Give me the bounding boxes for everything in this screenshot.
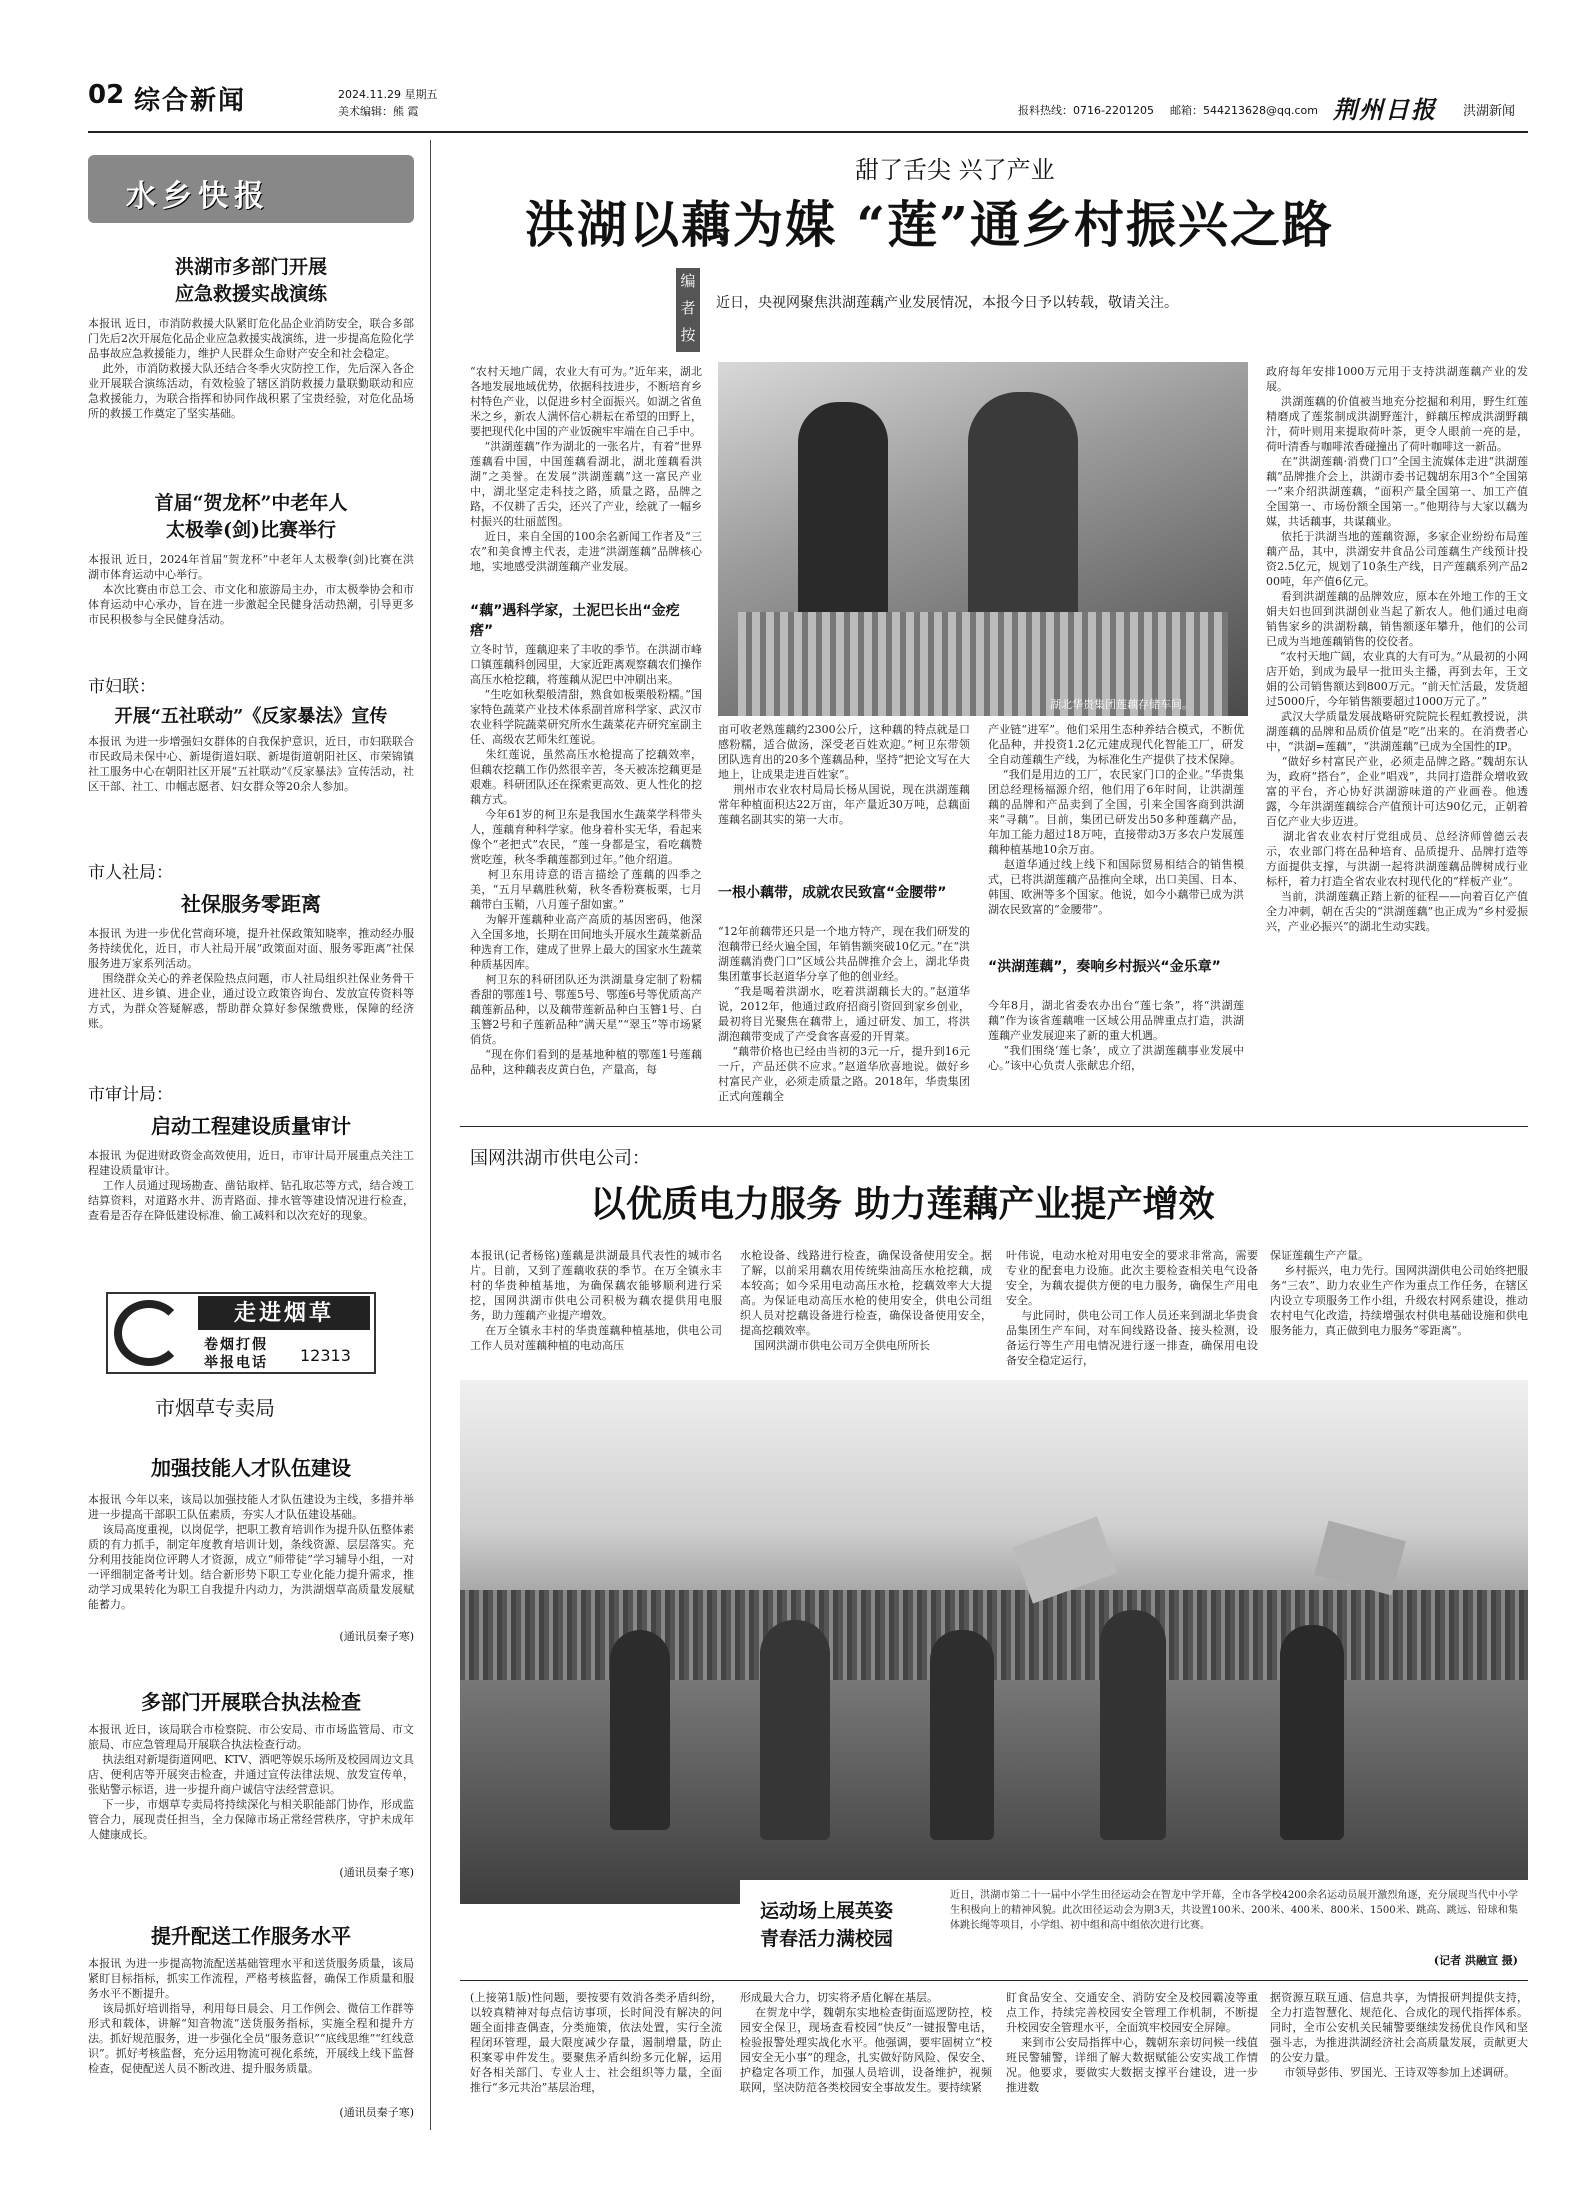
masthead [88, 60, 1528, 130]
news-title: 加强技能人才队伍建设 [151, 1456, 351, 1480]
banner-title: 水乡快报 [126, 179, 270, 214]
dept-label: 市审计局： [88, 1085, 173, 1105]
dept-label: 市妇联： [88, 677, 156, 697]
news-body: 本报讯 为进一步提高物流配送基础管理水平和送货服务质量，该局紧盯目标指标，抓实工作流程，严格考核监督，确保工作质量和服务水平不断提升。 该局抓好培训指导，利用每日晨会、月工作例会、微信工作群等形式和载体，讲解“知音物流”送货服务指标，实施全程和提升方法。抓好规范服务，进一步强化全员“服务意识”“底线思维”“红线意识”。抓好考核监督，充分运用物流可视化系统，开展线上线下监督检查，促使配送人员不断改进、提升服务质量。 [88, 1957, 414, 2075]
sports-text: 近日，洪湖市第二十一届中小学生田径运动会在智龙中学开幕，全市各学校4200余名运动员展开激烈角逐，充分展现当代中小学生积极向上的精神风貌。此次田径运动会为期3天，共设置100米、200米、400米、800米、1500米、跳高、跳远、铅球和集体跳长绳等项目，小学组、初中组和高中组依次进行比赛。 [950, 1890, 1518, 1931]
news-title: 社保服务零距离 [181, 892, 321, 916]
news-body: 本报讯 近日，市消防救援大队紧盯危化品企业消防安全，联合多部门先后2次开展危化品企业应急救援实战演练，进一步提高危险化学品事故应急救援能力，维护人民群众生命财产安全和社会稳定。 此外，市消防救援大队还结合冬季火灾防控工作，先后深入各企业开展联合演练活动，有效检验了辖区消防救援力量联勤联动和应急救援能力，为联合指挥和协同作战积累了宝贵经验，对危化品场所的救援工作奠定了坚实基础。 [88, 317, 414, 420]
credit: (通讯员秦子寒) [339, 2106, 414, 2119]
photo-caption: 湖北华贵集团莲藕存储车间。 [1050, 698, 1193, 711]
news-title: 开展“五社联动”《反家暴法》宣传 [114, 706, 388, 727]
news-body: 本报讯 近日，2024年首届“贺龙杯”中老年人太极拳(剑)比赛在洪湖市体育运动中心举行。 本次比赛由市总工会、市文化和旅游局主办，市太极拳协会和市体育运动中心承办，旨在进一步激起全民健身活动热潮，引导更多市民积极参与全民健身活动。 [88, 553, 414, 626]
article-column: 亩可收老熟莲藕约2300公斤，这种藕的特点就是口感粉糯，适合做汤，深受老百姓欢迎。”柯卫东带领团队选育出的20多个莲藕品种，坚持“把论文写在大地上，让成果走进百姓家”。 荆州市农业农村局局长杨从国说，现在洪湖莲藕常年种植面积达22万亩，年产量近30万吨，总藕面莲藕名副其实的第一大市。 [718, 723, 970, 826]
page-number: 02 [88, 80, 125, 110]
sidebar-divider [430, 140, 431, 2130]
section-name: 综合新闻 [134, 86, 247, 116]
article-column: 盯食品安全、交通安全、消防安全及校园霸凌等重点工作，持续完善校园安全管理工作机制，不断提升校园安全管理水平，全面筑牢校园安全屏障。 来到市公安局指挥中心，魏朝东亲切问候一线值班民警辅警，详细了解大数据赋能公安实战工作情况。他要求，要做实大数据支撑平台建设，进一步推进数 [1006, 1991, 1258, 2094]
performer [1280, 1625, 1344, 1840]
performer [1100, 1610, 1166, 1840]
section-subhead: “洪湖莲藕”，奏响乡村振兴“金乐章” [988, 959, 1221, 975]
sidebar-banner [88, 155, 414, 223]
article-column: 水枪设备、线路进行检查，确保设备使用安全。据了解，以前采用藕农用传统柴油高压水枪挖藕，成本较高；如今采用电动高压水枪，挖藕效率大大提高。为保证电动高压水枪的使用安全，供电公司组织人员对挖藕设备进行检查，确保设备使用安全，提高挖藕效率。 国网洪湖市供电公司万全供电所所长 [740, 1249, 992, 1352]
article-column: 据资源互联互通、信息共享，为情报研判提供支持，全力打造智慧化、规范化、合成化的现代指挥体系。同时，全市公安机关民辅警要继续发扬优良作风和坚强斗志，为推进洪湖经济社会高质量发展，贡献更大的公安力量。 市领导彭伟、罗国光、王诗双等参加上述调研。 [1270, 1991, 1528, 2079]
news-body: 本报讯 今年以来，该局以加强技能人才队伍建设为主线，多措并举进一步提高干部职工队伍素质，夯实人才队伍建设基础。 该局高度重视，以岗促学，把职工教育培训作为提升队伍整体素质的有力抓手，制定年度教育培训计划，条线资源、层层落实。充分利用技能岗位评聘人才资源，成立“师带徒”学习辅导小组，一对一评细制定备考计划。结合新形势下职工专业化能力提升需求，推动学习成果转化为职工自我提升内动力，为洪湖烟草高质量发展赋能蓄力。 [88, 1493, 414, 1611]
article-column: 形成最大合力，切实将矛盾化解在基层。 在贺龙中学，魏朝东实地检查街面巡逻防控，校园安全保卫，现场查看校园“快反”一键报警电话，检验报警处理实战化水平。他强调，要牢固树立“校园安全无小事”的理念，扎实做好防风险、保安全、护稳定各项工作，加强人员培训，设备维护，视频联网，坚决防范各类校园安全事故发生。要持续紧 [740, 1991, 992, 2094]
hotline: 报料热线：0716-2201205 [1018, 104, 1154, 117]
news-body: 本报讯 为促进财政资金高效使用，近日，市审计局开展重点关注工程建设质量审计。 工作人员通过现场勘查、凿钻取样、钻孔取芯等方式，结合竣工结算资料，对道路水井、沥青路面、排水管等建设情况进行检查，查看是否存在降低建设标准、偷工减料和以次充好的现象。 [88, 1149, 414, 1222]
news-title [88, 254, 414, 308]
tobacco-logo-icon [114, 1300, 184, 1366]
news-body: 本报讯 近日，该局联合市检察院、市公安局、市市场监管局、市文旅局、市应急管理局开展联合执法检查行动。 执法组对新堤街道网吧、KTV、酒吧等娱乐场所及校园周边文具店、便利店等开展突击检查，并通过宣传法律法规、放发宣传单，张贴警示标语，进一步提升商户诚信守法经营意识。 下一步，市烟草专卖局将持续深化与相关职能部门协作，形成监管合力，展现责任担当，全力保障市场正常经营秩序，守护未成年人健康成长。 [88, 1723, 414, 1841]
sports-meet-photo [460, 1380, 1528, 1904]
sports-title-1: 运动场上展英姿 [760, 1900, 894, 1922]
article-column: 立冬时节，莲藕迎来了丰收的季节。在洪湖市峰口镇莲藕科创园里，大家近距离观察藕农们操作高压水枪挖藕，将莲藕从泥巴中冲刷出来。 “生吃如秋梨般清甜，熟食如板栗般粉糯。”国家特色蔬菜产业技术体系副首席科学家、武汉市农业科学院蔬菜研究所水生蔬菜花卉研究室副主任、高级农艺师朱红莲说。 朱红莲说，虽然高压水枪提高了挖藕效率，但藕农挖藕工作仍然很辛苦，冬天被冻挖藕更是艰难。科研团队还在探索更高效、更人性化的挖藕方式。 今年61岁的柯卫东是我国水生蔬菜学科带头人，莲藕育种科学家。他身着朴实无华，看起来像个“老把式”农民，“莲一身都是宝，看吃藕赞赏吃莲，秋冬季藕莲都到过年。”他介绍道。 柯卫东用诗意的语言描绘了莲藕的四季之美，“五月早藕胜秋菊，秋冬香粉赛板栗，七月藕带白玉鞘，八月莲子甜如蜜。” 为解开莲藕种业高产高质的基因密码，他深入全国多地，长期在田间地头开展水生蔬菜新品种选育工作，建成了世界上最大的国家水生蔬菜种质基因库。 柯卫东的科研团队还为洪湖量身定制了粉糯香甜的鄂莲1号、鄂莲5号、鄂莲6号等优质高产藕莲新品种，以及藕带莲新品种白玉簪1号、白玉簪2号和子莲新品种“满天星”“翠玉”等市场紧俏货。 “现在你们看到的是基地种植的鄂莲1号莲藕品种，这种藕表皮黄白色，产量高，每 [470, 643, 702, 1076]
performer [760, 1620, 830, 1840]
tag-char: 者 [680, 299, 696, 317]
article-column: 政府每年安排1000万元用于支持洪湖莲藕产业的发展。 洪湖莲藕的价值被当地充分挖掘和利用，野生红莲精磨成了莲浆制成洪湖野莲汁，鲜藕压榨成洪湖野藕汁，荷叶则用来提取荷叶茶，更令人眼前一亮的是，荷叶清香与咖啡浓香碰撞出了荷叶咖啡这一新品。 在“洪湖莲藕·消费门口”全国主流媒体走进“洪湖莲藕”品牌推介会上，洪湖市委书记魏胡东用3个“全国第一”来介绍洪湖莲藕，“面积产量全国第一、加工产值全国第一、市场份额全国第一。”他期待与大家以藕为媒，共话藕事，共谋藕业。 依托于洪湖当地的莲藕资源，多家企业纷纷布局莲藕产品，其中，洪湖安井食品公司莲藕生产线预计投资2.5亿元，规划了10条生产线，日产莲藕系列产品200吨，年产值6亿元。 看到洪湖莲藕的品牌效应，原本在外地工作的王文娟夫妇也回到洪湖创业当起了新农人。他们通过电商销售家乡的洪湖粉藕，销售额逐年攀升，他们的公司已成为当地莲藕销售的佼佼者。 “农村天地广阔，农业真的大有可为。”从最初的小网店开始，到成为最早一批田头主播，再到去年，王文娟的公司销售额达到800万元。“前天忙活最，发货超过5000斤，今年销售额要超过1000万元了。” 武汉大学质量发展战略研究院院长程虹教授说，洪湖莲藕的品牌和品质价值是“吃”出来的。在消费者心中，“洪湖=莲藕”，“洪湖莲藕”已成为全国性的IP。 “做好乡村富民产业，必须走品牌之路。”魏胡东认为，政府“搭台”，企业“唱戏”，共同打造群众增收致富的平台，齐心协好洪湖游味道的产业画卷。他透露，今年洪湖莲藕综合产值预计可达90亿元，正朝着百亿产业大步迈进。 湖北省农业农村厅党组成员、总经济师曾德云表示，农业部门将在品种培育、品质提升、品牌打造等方面提供支撑，与洪湖一起将洪湖莲藕品牌树成行业标杆，着力打造全省农业农村现代化的“样板产业”。 当前，洪湖莲藕正踏上新的征程——向着百亿产值全力冲刺，朝在舌尖的“洪湖莲藕”也正成为“乡村爱振兴，产业必振兴”的湖北生动实践。 [1266, 365, 1528, 933]
power-kicker: 国网洪湖市供电公司： [470, 1148, 650, 1169]
news-title: 提升配送工作服务水平 [151, 1924, 351, 1948]
credit: (通讯员秦子寒) [339, 1866, 414, 1879]
section-subhead: 一根小藕带，成就农民致富“金腰带” [718, 885, 947, 901]
editor-tag [676, 268, 700, 352]
tag-char: 编 [680, 272, 696, 290]
masthead-rule [88, 131, 1528, 133]
dept-label: 市烟草专卖局 [155, 1396, 275, 1420]
tag-char: 按 [680, 326, 696, 344]
ad-phone: 12313 [300, 1346, 351, 1365]
news-title: 启动工程建设质量审计 [151, 1114, 351, 1138]
news-body: 本报讯 为进一步增强妇女群体的自我保护意识，近日，市妇联联合市民政局未保中心、新堤街道妇联、新堤街道朝阳社区、市荣锦镇社工服务中心在朝阳社区开展“五社联动”《反家暴法》宣传活动，社区干部、社工、巾帼志愿者、妇女群众等20余人参加。 [88, 735, 414, 793]
ad-line-2: 举报电话 [204, 1355, 268, 1371]
title-line-1: 首届“贺龙杯”中老年人 [154, 492, 348, 514]
news-body: 本报讯 为进一步优化营商环境，提升社保政策知晓率，推动经办服务持续优化，近日，市人社局开展“政策面对面、服务零距离”社保服务进万家系列活动。 围绕群众关心的养老保险热点问题，市人社局组织社保业务骨干进社区、进乡镇、进企业，通过设立政策咨询台、发放宣传资料等方式，为群众答疑解惑，帮助群众算好参保缴费账，保障的经济账。 [88, 927, 414, 1030]
article-column: 今年8月，湖北省委农办出台“莲七条”，将“洪湖莲藕”作为该省莲藕唯一区域公用品牌重点打造，洪湖莲藕产业发展迎来了新的重大机遇。 “我们围绕‘莲七条’，成立了洪湖莲藕事业发展中心。”该中心负责人张献忠介绍， [988, 999, 1244, 1072]
sports-caption-box [740, 1880, 1528, 1972]
section-subhead: “藕”遇科学家，土泥巴长出“金疙瘩” [470, 603, 680, 639]
performer [930, 1630, 994, 1840]
lead-kicker: 甜了舌尖 兴了产业 [855, 156, 1055, 184]
flag [1314, 1521, 1406, 1596]
tobacco-ad [106, 1292, 376, 1374]
title-line-1: 洪湖市多部门开展 [174, 256, 327, 278]
title-line-2: 太极拳(剑)比赛举行 [166, 519, 336, 541]
paper-logo: 荆州日报 [1333, 95, 1437, 124]
worker-figure [968, 392, 1078, 642]
ad-line-1: 卷烟打假 [204, 1337, 268, 1353]
article-column: 本报讯(记者杨铭)莲藕是洪湖最具代表性的城市名片。目前，又到了莲藕收获的季节。在万全镇永丰村的华贵种植基地，为确保藕农能够顺利进行采挖，国网洪湖市供电公司积极为藕农提供用电服务，助力莲藕产业提产增效。 在万全镇永丰村的华贵莲藕种植基地，供电公司工作人员对莲藕种植的电动高压 [470, 1249, 722, 1352]
worker-figure [798, 402, 888, 632]
photo-credit: (记者 洪融宣 摄) [1433, 1954, 1518, 1967]
credit: (通讯员秦子寒) [339, 1630, 414, 1643]
news-title [88, 490, 414, 544]
dept-label: 市人社局： [88, 863, 173, 883]
article-column: 叶伟说，电动水枪对用电安全的要求非常高，需要专业的配套电力设施。此次主要检查相关电气设备安全，为藕农提供方便的电力服务，确保生产用电安全。 与此同时，供电公司工作人员还来到湖北华贵食品集团生产车间，对车间线路设备、接头检测，设备运行等生产用电情况进行逐一排查，确保用电设备安全稳定运行， [1006, 1249, 1258, 1367]
title-line-2: 应急救援实战演练 [174, 283, 327, 305]
section-rule [460, 1126, 1528, 1127]
art-editor: 美术编辑：熊 霞 [338, 105, 419, 118]
issue-date: 2024.11.29 星期五 [338, 88, 438, 101]
email: 邮箱：544213628@qq.com [1170, 104, 1318, 117]
performer [610, 1630, 670, 1830]
article-column: (上接第1版)性问题，要按要有效消各类矛盾纠纷，以较真精神对每点信访事项，长时间没有解决的问题全面排查偶查，分类施策，依法处置，实行全流程闭环管理，最大限度减少存量，遏制增量，防止积案零申件发生。要聚焦矛盾纠纷多元化解，运用好各相关部门、专业人士、社会组织等力量，全面推行“多元共治”基层治理， [470, 1991, 722, 2094]
news-title: 多部门开展联合执法检查 [141, 1690, 361, 1714]
article-column: 保证莲藕生产产量。 乡村振兴，电力先行。国网洪湖供电公司始终把服务“三农”、助力农业生产作为重点工作任务，在辖区内设立专项服务工作小组，升级农村网系建设，推动农村电气化改造，持续增强农村供电基础设施和供电服务能力，真正做到电力服务“零距离”。 [1270, 1249, 1528, 1337]
editor-note: 近日，央视网聚焦洪湖莲藕产业发展情况，本报今日予以转载，敬请关注。 [716, 295, 1178, 311]
lotus-root-storage-photo [718, 362, 1248, 716]
sports-title-2: 青春活力满校园 [760, 1928, 894, 1950]
power-headline: 以优质电力服务 助力莲藕产业提产增效 [590, 1183, 1215, 1225]
editor-note-box [676, 268, 1276, 352]
ad-title: 走进烟草 [198, 1296, 370, 1330]
article-column: 产业链“进军”。他们采用生态种养结合模式，不断优化品种，并投资1.2亿元建成现代化智能工厂，研发全自动莲藕生产线，为标准化生产提供了技术保障。 “我们是用边的工厂，农民家门口的企业。”华贵集团总经理杨福源介绍，他们用了6年时间，让洪湖莲藕的品牌和产品卖到了全国，引来全国客商到洪湖来“寻藕”。目前，集团已研发出50多种莲藕产品，年加工能力超过18万吨，直接带动3万多农户发展莲藕种植基地10余万亩。 赵道华通过线上线下和国际贸易相结合的销售模式，已将洪湖莲藕产品推向全球，出口美国、日本、韩国、欧洲等多个国家。他说，如今小藕带已成为洪湖农民致富的“金腰带”。 [988, 723, 1244, 916]
article-column: “农村天地广阔，农业大有可为。”近年来，湖北各地发展地域优势，依据科技进步，不断培育乡村特色产业，以促进乡村全面振兴。如湖之省鱼米之乡，新农人满怀信心耕耘在希望的田野上，要把现代化中国的产业饭碗牢牢端在自己手中。 “洪湖莲藕”作为湖北的一张名片，有着“世界莲藕看中国，中国莲藕看湖北，湖北莲藕看洪湖”之美誉。在发展“洪湖莲藕”这一富民产业中，湖北坚定走科技之路，质量之路，品牌之路，不仅耕了舌尖，还兴了产业，绘就了一幅乡村振兴的壮丽蓝图。 近日，来自全国的100余名新闻工作者及“三农”和美食博主代表，走进“洪湖莲藕”品牌核心地，实地感受洪湖莲藕产业发展。 [470, 365, 702, 573]
edition: 洪湖新闻 [1463, 104, 1516, 119]
article-column: “12年前藕带还只是一个地方特产，现在我们研发的泡藕带已经火遍全国，年销售额突破10亿元。”在“洪湖莲藕消费门口”区域公共品牌推介会上，湖北华贵集团董事长赵道华分享了他的创业经。 “我是喝着洪湖水，吃着洪湖藕长大的。”赵道华说，2012年，他通过政府招商引资回到家乡创业，最初将目光聚焦在藕带上，通过研发、加工，将洪湖泡藕带变成了产受食客喜爱的开胃菜。 “藕带价格也已经由当初的3元一斤，提升到16元一斤，产品还供不应求。”赵道华欣喜地说。做好乡村富民产业，必须走质量之路。2018年，华贵集团正式向莲藕全 [718, 925, 970, 1103]
section-rule [460, 1980, 1528, 1981]
lead-headline: 洪湖以藕为媒 “莲”通乡村振兴之路 [525, 195, 1334, 254]
